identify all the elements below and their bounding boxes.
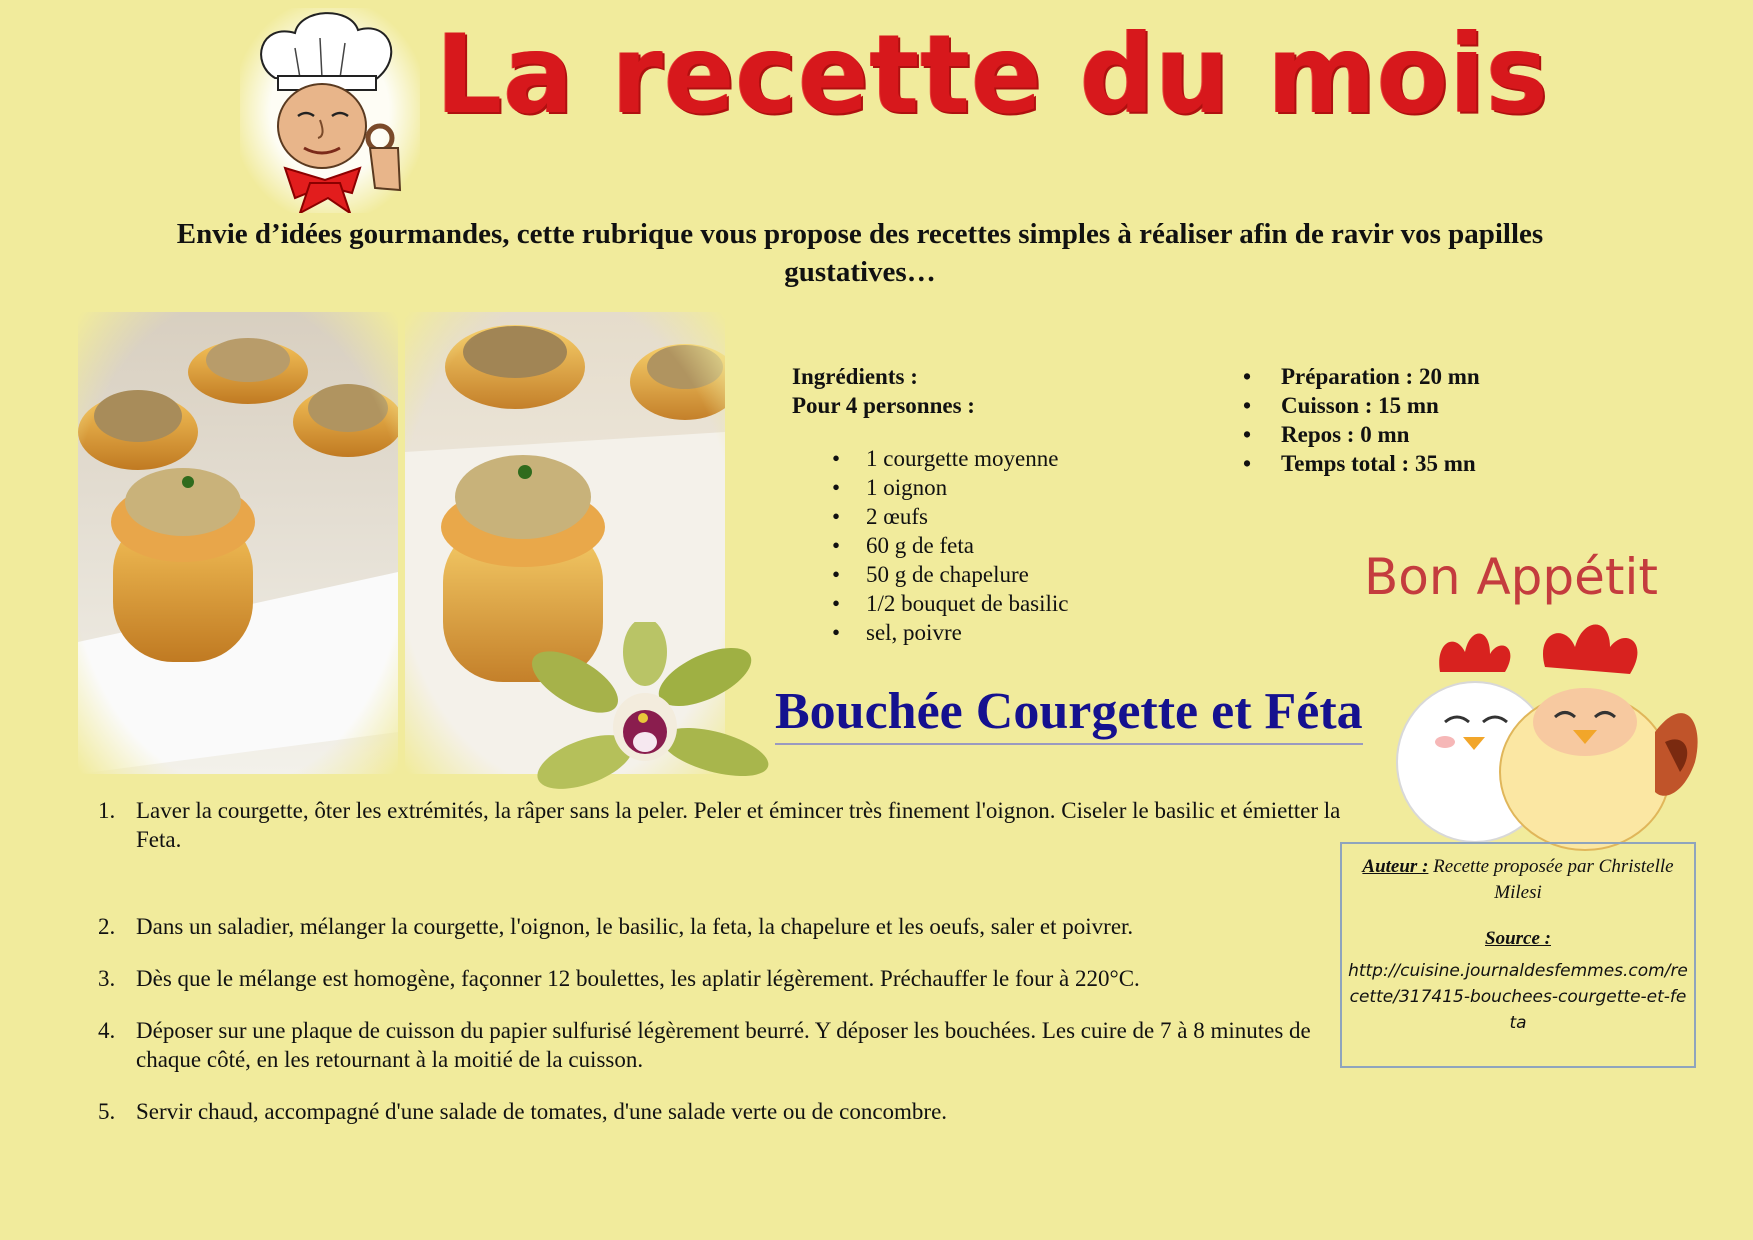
recipe-title: Bouchée Courgette et Féta <box>775 682 1363 745</box>
total-time: • Temps total : 35 mn <box>1243 449 1480 478</box>
author-text: Recette proposée par Christelle Milesi <box>1428 856 1674 903</box>
ingredient-item: • 50 g de chapelure <box>792 560 1212 589</box>
bon-appetit-text: Bon Appétit <box>1364 548 1659 606</box>
servings-label: Pour 4 personnes : <box>792 393 975 418</box>
source-link[interactable]: http://cuisine.journaldesfemmes.com/recette/317415-bouchees-courgette-et-feta <box>1348 961 1688 1033</box>
ingredient-item: • 1 courgette moyenne <box>792 444 1212 473</box>
ingredient-item: • 2 œufs <box>792 502 1212 531</box>
ingredient-item: • 1 oignon <box>792 473 1212 502</box>
steps-list <box>92 796 1352 1126</box>
ingredient-item: • 60 g de feta <box>792 531 1212 560</box>
step-item <box>92 796 1352 854</box>
intro-text: Envie d’idées gourmandes, cette rubrique vous propose des recettes simples à réaliser afin de ravir vos papilles gustatives… <box>176 218 1544 288</box>
step-text: Servir chaud, accompagné d'une salade de tomates, d'une salade verte ou de concombre. <box>136 1099 948 1124</box>
step-text: Déposer sur une plaque de cuisson du papier sulfurisé légèrement beurré. Y déposer les bouchées. Les cuire de 7 à 8 minutes de chaque côté, en les retournant à la moitié de la cuisson. <box>136 1018 1311 1072</box>
cooking-time: • Cuisson : 15 mn <box>1243 391 1480 420</box>
ingredients-list <box>792 444 1212 647</box>
chef-illustration <box>240 8 420 213</box>
ingredients-heading: Ingrédients : <box>792 364 918 389</box>
times-list <box>1243 362 1480 478</box>
step-number: 1. <box>98 798 116 823</box>
orchid-flower-image <box>515 622 780 807</box>
step-item <box>92 1016 1352 1074</box>
source-box <box>1340 842 1696 1068</box>
ingredient-item: • 1/2 bouquet de basilic <box>792 589 1212 618</box>
author-label: Auteur : <box>1362 856 1429 877</box>
ingredient-item: • sel, poivre <box>792 618 1212 647</box>
preparation-time: • Préparation : 20 mn <box>1243 362 1480 391</box>
step-number: 3. <box>98 966 116 991</box>
step-text: Dans un saladier, mélanger la courgette, l'oignon, le basilic, la feta, la chapelure et les oeufs, saler et poivrer. <box>136 914 1134 939</box>
step-item <box>92 912 1352 941</box>
author-line <box>1342 854 1694 906</box>
page-title: La recette du mois <box>436 10 1549 139</box>
step-item <box>92 1097 1352 1126</box>
food-photo-left <box>78 312 398 774</box>
step-text: Laver la courgette, ôter les extrémités, la râper sans la peler. Peler et émincer très finement l'oignon. Ciseler le basilic et émietter la Feta. <box>136 798 1341 852</box>
step-item <box>92 964 1352 993</box>
steps-section <box>92 796 1352 1126</box>
chickens-illustration <box>1385 612 1715 852</box>
step-number: 2. <box>98 914 116 939</box>
step-number: 5. <box>98 1099 116 1124</box>
step-number: 4. <box>98 1018 116 1043</box>
rest-time: • Repos : 0 mn <box>1243 420 1480 449</box>
ingredients-section <box>792 362 1212 647</box>
source-label: Source : <box>1485 928 1551 949</box>
times-section <box>1243 362 1480 478</box>
step-text: Dès que le mélange est homogène, façonner 12 boulettes, les aplatir légèrement. Préchauffer le four à 220°C. <box>136 966 1140 991</box>
